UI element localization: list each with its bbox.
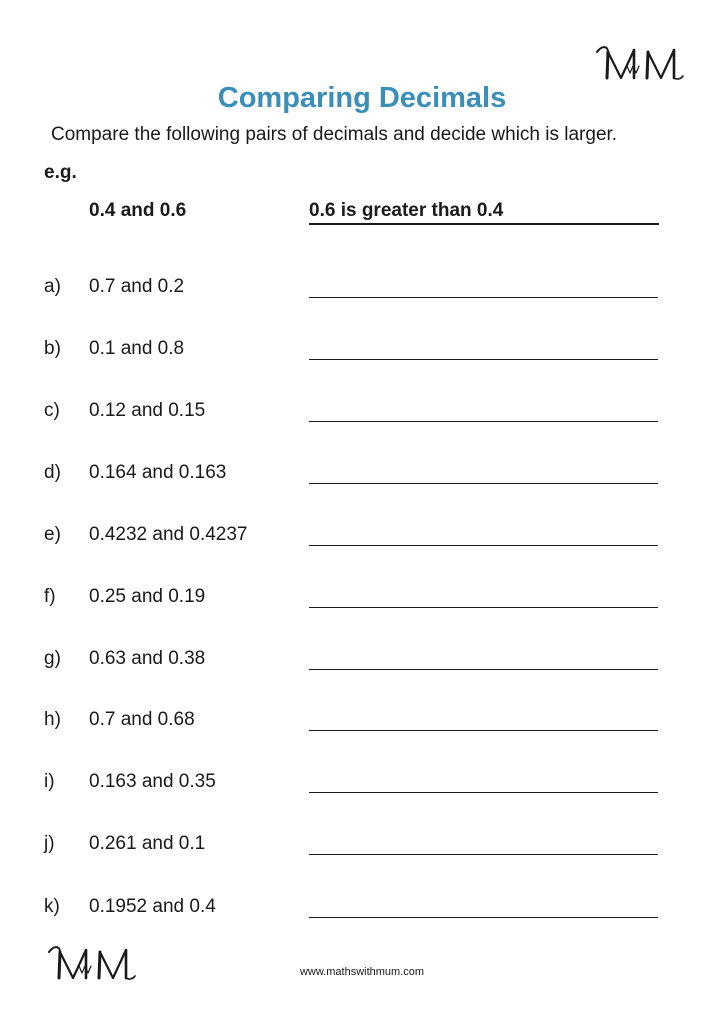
footer-website-link[interactable]: www.mathswithmum.com (299, 966, 425, 978)
question-pair: 0.12 and 0.15 (89, 400, 206, 421)
question-pair: 0.261 and 0.1 (89, 833, 206, 854)
question-pair: 0.163 and 0.35 (89, 771, 216, 792)
question-row-j (0, 833, 724, 863)
question-letter: k) (44, 896, 60, 917)
example-label: e.g. (44, 162, 77, 183)
question-row-d (0, 462, 724, 492)
answer-line[interactable] (309, 917, 658, 918)
question-letter: d) (44, 462, 61, 483)
answer-line[interactable] (309, 545, 658, 546)
question-row-f (0, 586, 724, 616)
question-letter: c) (44, 400, 60, 421)
answer-line[interactable] (309, 669, 658, 670)
answer-line[interactable] (309, 359, 658, 360)
mm-logo-icon (594, 40, 686, 84)
question-letter: a) (44, 276, 61, 297)
answer-line[interactable] (309, 607, 658, 608)
question-pair: 0.25 and 0.19 (89, 586, 206, 607)
question-row-a (0, 276, 724, 306)
question-pair: 0.7 and 0.2 (89, 276, 185, 297)
instructions-text: Compare the following pairs of decimals and decide which is larger. (51, 124, 618, 145)
question-letter: j) (44, 833, 55, 854)
answer-line[interactable] (309, 792, 658, 793)
answer-line[interactable] (309, 730, 658, 731)
question-pair: 0.1 and 0.8 (89, 338, 185, 359)
question-letter: e) (44, 524, 61, 545)
question-pair: 0.4232 and 0.4237 (89, 524, 248, 545)
question-letter: i) (44, 771, 55, 792)
question-row-k (0, 896, 724, 926)
question-pair: 0.7 and 0.68 (89, 709, 195, 730)
answer-line[interactable] (309, 421, 658, 422)
question-letter: g) (44, 648, 61, 669)
example-pair: 0.4 and 0.6 (89, 200, 187, 221)
page-title: Comparing Decimals (217, 82, 507, 114)
question-letter: f) (44, 586, 56, 607)
answer-line[interactable] (309, 483, 658, 484)
example-answer: 0.6 is greater than 0.4 (309, 200, 659, 225)
question-row-e (0, 524, 724, 554)
answer-line[interactable] (309, 297, 658, 298)
question-pair: 0.63 and 0.38 (89, 648, 206, 669)
question-pair: 0.164 and 0.163 (89, 462, 227, 483)
question-pair: 0.1952 and 0.4 (89, 896, 216, 917)
question-letter: b) (44, 338, 61, 359)
question-row-g (0, 648, 724, 678)
question-row-c (0, 400, 724, 430)
question-row-i (0, 771, 724, 801)
answer-line[interactable] (309, 854, 658, 855)
question-letter: h) (44, 709, 61, 730)
question-row-b (0, 338, 724, 368)
question-row-h (0, 709, 724, 739)
